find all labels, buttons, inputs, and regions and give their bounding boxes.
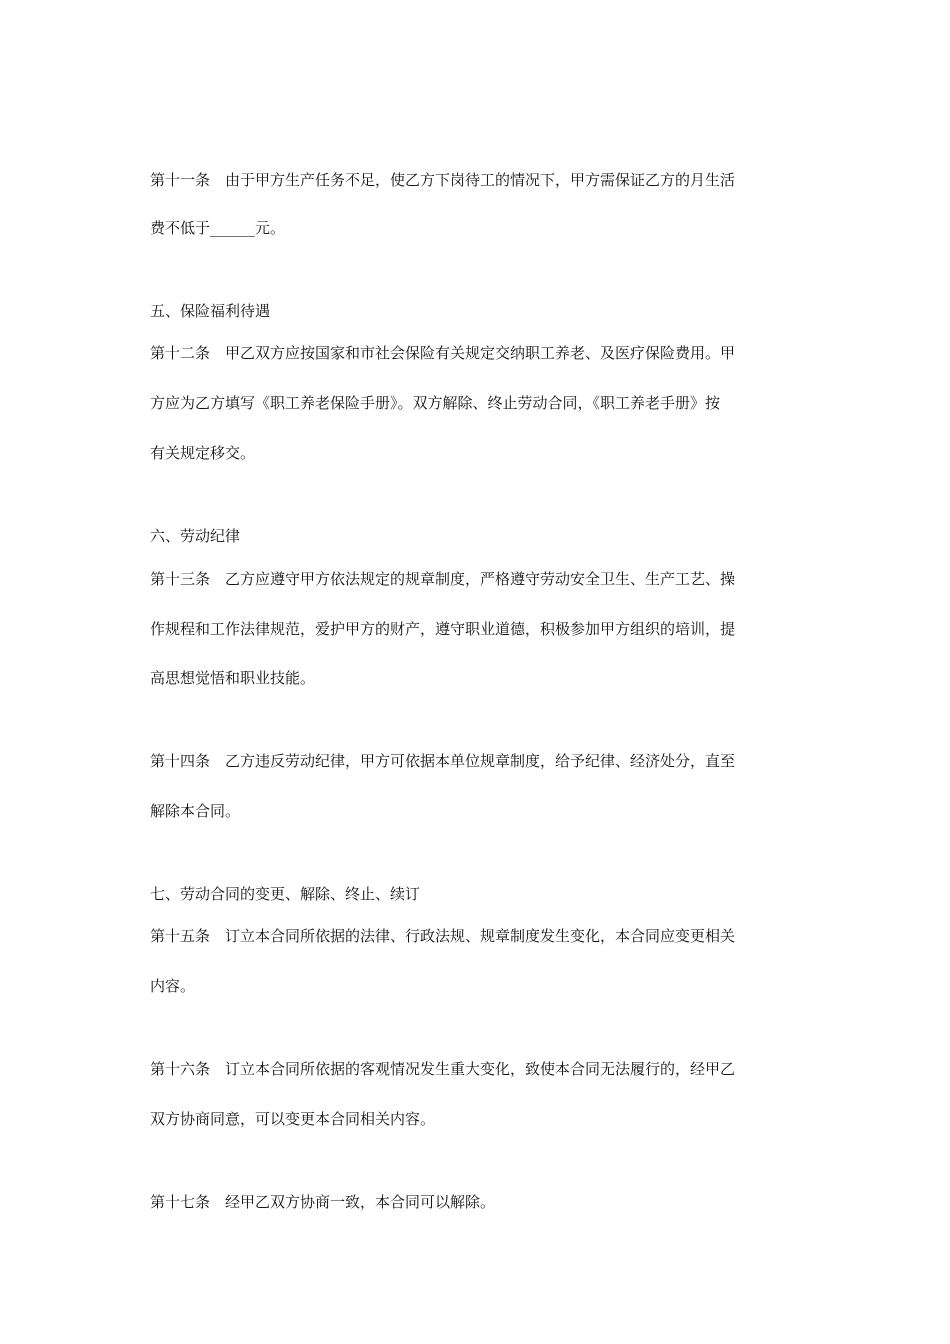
section-6-heading: 六、劳动纪律 [150, 527, 241, 545]
article-16-line-1: 第十六条 订立本合同所依据的客观情况发生重大变化，致使本合同无法履行的，经甲乙 [150, 1060, 736, 1078]
article-17-line-1: 第十七条 经甲乙双方协商一致，本合同可以解除。 [150, 1193, 496, 1211]
article-16-line-2: 双方协商同意，可以变更本合同相关内容。 [150, 1110, 436, 1128]
article-11-line-2: 费不低于______元。 [150, 219, 286, 237]
article-13-line-2: 作规程和工作法律规范，爱护甲方的财产，遵守职业道德，积极参加甲方组织的培训，提 [150, 620, 736, 638]
article-14-line-1: 第十四条 乙方违反劳动纪律，甲方可依据本单位规章制度，给予纪律、经济处分，直至 [150, 752, 736, 770]
article-12-line-1: 第十二条 甲乙双方应按国家和市社会保险有关规定交纳职工养老、及医疗保险费用。甲 [150, 344, 736, 362]
section-7-heading: 七、劳动合同的变更、解除、终止、续订 [150, 885, 421, 903]
article-13-line-3: 高思想觉悟和职业技能。 [150, 669, 316, 687]
article-11-line-1: 第十一条 由于甲方生产任务不足，使乙方下岗待工的情况下，甲方需保证乙方的月生活 [150, 171, 736, 189]
article-12-line-2: 方应为乙方填写《职工养老保险手册》。双方解除、终止劳动合同，《职工养老手册》按 [150, 394, 721, 412]
section-5-heading: 五、保险福利待遇 [150, 302, 271, 320]
article-14-line-2: 解除本合同。 [150, 802, 241, 820]
article-15-line-2: 内容。 [150, 977, 196, 995]
article-13-line-1: 第十三条 乙方应遵守甲方依法规定的规章制度，严格遵守劳动安全卫生、生产工艺、操 [150, 570, 736, 588]
article-12-line-3: 有关规定移交。 [150, 444, 256, 462]
article-15-line-1: 第十五条 订立本合同所依据的法律、行政法规、规章制度发生变化，本合同应变更相关 [150, 927, 736, 945]
